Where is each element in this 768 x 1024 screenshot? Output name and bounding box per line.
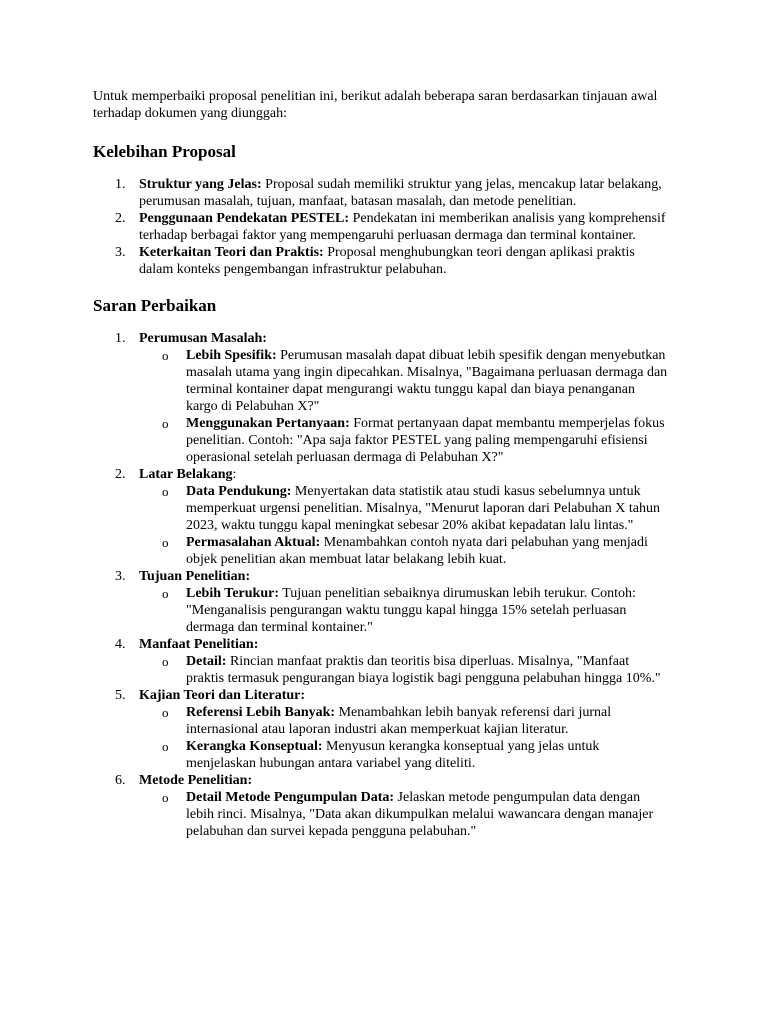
list-item (93, 772, 668, 840)
sub-list-item (139, 483, 668, 534)
item-title: Keterkaitan Teori dan Praktis: (139, 245, 324, 260)
bullet-icon: o (162, 416, 169, 431)
sub-list (139, 585, 668, 636)
item-title: Perumusan Masalah: (139, 331, 267, 346)
bullet-icon: o (162, 739, 169, 754)
item-title-suffix: : (232, 467, 237, 482)
sub-list (139, 483, 668, 568)
item-title: Manfaat Penelitian: (139, 637, 259, 652)
item-title: Penggunaan Pendekatan PESTEL: (139, 211, 350, 226)
item-text: Proposal menghubungkan teori dengan aplikasi praktis dalam konteks pengembangan infrastruktur pelabuhan. (139, 245, 635, 277)
bullet-icon: o (162, 654, 169, 669)
sub-item-title: Referensi Lebih Banyak: (186, 705, 336, 720)
sub-item-text: Menyertakan data statistik atau studi kasus sebelumnya untuk memperkuat urgensi penelitian. Misalnya, "Menurut laporan dari Pelabuhan X tahun 2023, waktu tunggu kapal meningkat sebesar 20% akibat kepadatan lalu lintas." (186, 484, 660, 533)
sub-item-text: Rincian manfaat praktis dan teoritis bisa diperluas. Misalnya, "Manfaat praktis termasuk pengurangan biaya logistik bagi pengguna pelabuhan hingga 10%." (186, 654, 661, 686)
list-number: 5. (115, 688, 126, 703)
kelebihan-list (93, 176, 668, 278)
list-number: 1. (115, 331, 126, 346)
item-title: Metode Penelitian: (139, 773, 253, 788)
heading-saran: Saran Perbaikan (93, 296, 217, 315)
list-number: 1. (115, 177, 126, 192)
saran-list (93, 330, 668, 840)
list-item (93, 568, 668, 636)
sub-item-text: Jelaskan metode pengumpulan data dengan lebih rinci. Misalnya, "Data akan dikumpulkan melalui wawancara dengan manajer pelabuhan dan survei kepada pengguna pelabuhan." (186, 790, 654, 839)
sub-list (139, 347, 668, 466)
sub-item-title: Detail: (186, 654, 227, 669)
list-item (93, 636, 668, 687)
item-text: Pendekatan ini memberikan analisis yang komprehensif terhadap berbagai faktor yang mempengaruhi perluasan dermaga dan terminal kontainer. (139, 211, 666, 243)
bullet-icon: o (162, 348, 169, 363)
sub-list-item (139, 738, 668, 772)
sub-list (139, 653, 668, 687)
item-text: Proposal sudah memiliki struktur yang jelas, mencakup latar belakang, perumusan masalah, tujuan, manfaat, batasan masalah, dan metode penelitian. (139, 177, 662, 209)
sub-item-text: Menambahkan lebih banyak referensi dari jurnal internasional atau laporan industri akan memperkuat kajian literatur. (186, 705, 612, 737)
intro-paragraph: Untuk memperbaiki proposal penelitian ini, berikut adalah beberapa saran berdasarkan tinjauan awal terhadap dokumen yang diunggah: (93, 89, 658, 121)
sub-list-item (139, 347, 668, 415)
sub-item-title: Kerangka Konseptual: (186, 739, 323, 754)
bullet-icon: o (162, 484, 169, 499)
bullet-icon: o (162, 586, 169, 601)
sub-list-item (139, 789, 668, 840)
list-item (93, 244, 668, 278)
sub-item-text: Format pertanyaan dapat membantu memperjelas fokus penelitian. Contoh: "Apa saja faktor PESTEL yang paling mempengaruhi efisiensi operasional setelah perluasan dermaga di Pelabuhan X?" (186, 416, 665, 465)
bullet-icon: o (162, 790, 169, 805)
sub-list-item (139, 585, 668, 636)
list-item (93, 330, 668, 466)
list-number: 2. (115, 211, 126, 226)
sub-list-item (139, 534, 668, 568)
sub-item-title: Lebih Terukur: (186, 586, 279, 601)
sub-list (139, 704, 668, 772)
list-item (93, 687, 668, 772)
sub-list (139, 789, 668, 840)
list-item (93, 466, 668, 568)
sub-item-text: Tujuan penelitian sebaiknya dirumuskan lebih terukur. Contoh: "Menganalisis pengurangan waktu tunggu kapal hingga 15% setelah perluasan dermaga dan terminal kontainer." (186, 586, 636, 635)
item-title: Latar Belakang (139, 467, 233, 482)
sub-list-item (139, 704, 668, 738)
sub-item-title: Lebih Spesifik: (186, 348, 277, 363)
list-item (93, 210, 668, 244)
sub-item-title: Detail Metode Pengumpulan Data: (186, 790, 395, 805)
item-title: Tujuan Penelitian: (139, 569, 251, 584)
sub-item-text: Menambahkan contoh nyata dari pelabuhan yang menjadi objek penelitian akan membuat latar belakang lebih kuat. (186, 535, 648, 567)
list-number: 3. (115, 569, 126, 584)
list-number: 2. (115, 467, 126, 482)
sub-item-text: Menyusun kerangka konseptual yang jelas untuk menjelaskan hubungan antara variabel yang diteliti. (186, 739, 600, 771)
sub-item-title: Permasalahan Aktual: (186, 535, 321, 550)
sub-item-title: Data Pendukung: (186, 484, 292, 499)
sub-item-text: Perumusan masalah dapat dibuat lebih spesifik dengan menyebutkan masalah utama yang ingin dipecahkan. Misalnya, "Bagaimana perluasan dermaga dan terminal kontainer dapat mengurangi waktu tunggu kapal dan biaya penanganan kargo di Pelabuhan X?" (186, 348, 668, 414)
sub-list-item (139, 653, 668, 687)
item-title: Struktur yang Jelas: (139, 177, 262, 192)
bullet-icon: o (162, 705, 169, 720)
list-number: 6. (115, 773, 126, 788)
list-number: 4. (115, 637, 126, 652)
list-number: 3. (115, 245, 126, 260)
sub-item-title: Menggunakan Pertanyaan: (186, 416, 350, 431)
sub-list-item (139, 415, 668, 466)
item-title: Kajian Teori dan Literatur: (139, 688, 306, 703)
bullet-icon: o (162, 535, 169, 550)
list-item (93, 176, 668, 210)
heading-kelebihan: Kelebihan Proposal (93, 142, 236, 161)
